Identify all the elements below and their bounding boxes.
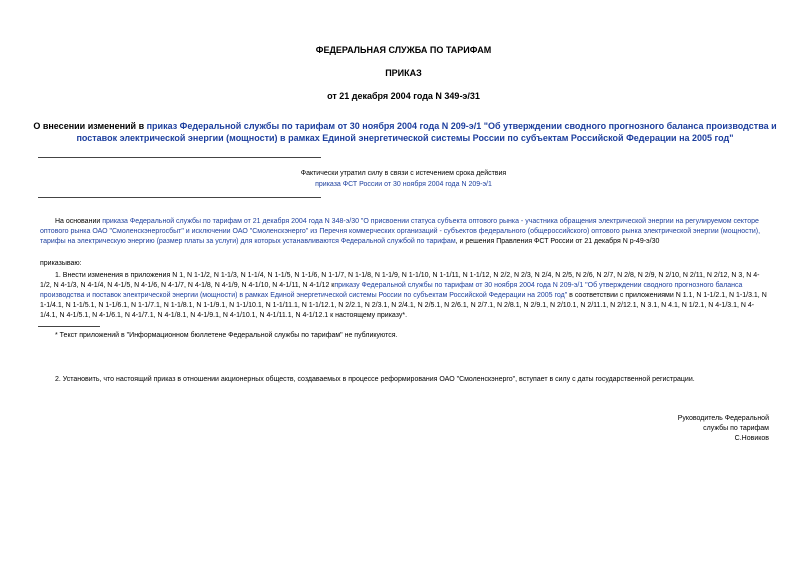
document-title (30, 120, 780, 144)
expiry-notice: Фактически утратил силу в связи с истечением срока действия (300, 170, 507, 177)
footnote: * Текст приложений в "Информационном бюллетене Федеральной службы по тарифам" не публикуются. (55, 332, 398, 339)
document-date: от 21 декабря 2004 года N 349-э/31 (327, 91, 480, 101)
preamble-suffix: , и решения Правления ФСТ России от 21 декабря N р-49-э/30 (455, 238, 660, 245)
document-type: ПРИКАЗ (385, 68, 422, 78)
title-link[interactable]: приказ Федеральной службы по тарифам от 30 ноября 2004 года N 209-э/1 "Об утверждении сводного прогнозного баланса производства и поставок электрической энергии (мощности) в рамках Единой энергетической системы России по субъектам Российской Федерации на 2005 год" (76, 121, 777, 143)
preamble-prefix: На основании (55, 218, 103, 225)
preamble-link[interactable]: приказа Федеральной службы по тарифам от 21 декабря 2004 года N 348-э/30 "О присвоении статуса субъекта оптового рынка - участника обращения электрической энергии на регулируемом секторе оптового рынка ОАО "Смоленскэнергосбыт" и исключении ОАО "Смоленскэнерго" из Перечня коммерческих организаций - субъектов федерального (общероссийского) оптового рынка электрической энергии (мощности), тарифы на электрическую энергию (размер платы за услуги) для которых устанавливаются Федеральной службой по тарифам (40, 218, 761, 245)
agency-name: ФЕДЕРАЛЬНАЯ СЛУЖБА ПО ТАРИФАМ (315, 45, 492, 55)
item-1-paragraph (40, 271, 770, 321)
footnote-separator (38, 326, 100, 327)
separator-bottom (38, 197, 321, 198)
orders-label: приказываю: (40, 260, 82, 267)
signature-name: С.Новиков (734, 435, 769, 442)
preamble-paragraph (40, 217, 770, 247)
item-1-prefix: 1. Внести изменения в приложения N 1, N 1-1/2, N 1-1/3, N 1-1/4, N 1-1/5, N 1-1/6, N 1-1/7, N 1-1/8, N 1-1/9, N 1-1/10, N 1-1/11, N 1-1/12, N 2/2, N 2/3, N 2/4, N 2/5, N 2/6, N 2/7, N 2/8, N 2/9, N 2/10, N 2/11, N 2/12, N 3, N 4-1/2, N 4-1/3, N 4-1/4, N 4-1/5, N 4-1/6, N 4-1/7, N 4-1/8, N 4-1/9, N 4-1/10, N 4-1/11, N 4-1/12 к (40, 272, 760, 289)
signature-title-line2: службы по тарифам (703, 425, 769, 432)
separator-top (38, 157, 321, 158)
item-2-paragraph: 2. Установить, что настоящий приказ в отношении акционерных обществ, создаваемых в процессе реформирования ОАО "Смоленскэнерго", вступает в силу с даты государственной регистрации. (55, 376, 695, 383)
signature-title-line1: Руководитель Федеральной (677, 415, 769, 422)
title-prefix: О внесении изменений в (33, 121, 147, 131)
expiry-notice-link[interactable]: приказа ФСТ России от 30 ноября 2004 года N 209-э/1 (315, 181, 492, 188)
item-1-link[interactable]: приказу Федеральной службы по тарифам от 30 ноября 2004 года N 209-э/1 "Об утверждении сводного прогнозного баланса производства и поставок электрической энергии (мощности) в рамках Единой энергетической системы России по субъектам Российской Федерации на 2005 год" (40, 282, 743, 299)
item-1-suffix: в соответствии с приложениями N 1.1, N 1-1/2.1, N 1-1/3.1, N 1-1/4.1, N 1-1/5.1, N 1-1/6.1, N 1-1/7.1, N 1-1/8.1, N 1-1/9.1, N 1-1/10.1, N 1-1/11.1, N 1-1/12.1, N 2/2.1, N 2/3.1, N 2/4.1, N 2/5.1, N 2/6.1, N 2/7.1, N 2/8.1, N 2/9.1, N 2/10.1, N 2/11.1, N 2/12.1, N 3.1, N 4.1, N 1/2.1, N 4-1/3.1, N 4-1/4.1, N 4-1/5.1, N 4-1/6.1, N 4-1/7.1, N 4-1/8.1, N 4-1/9.1, N 4-1/10.1, N 4-1/11.1, N 4-1/12.1 к настоящему приказу*. (40, 292, 767, 319)
signature-block (678, 414, 769, 444)
